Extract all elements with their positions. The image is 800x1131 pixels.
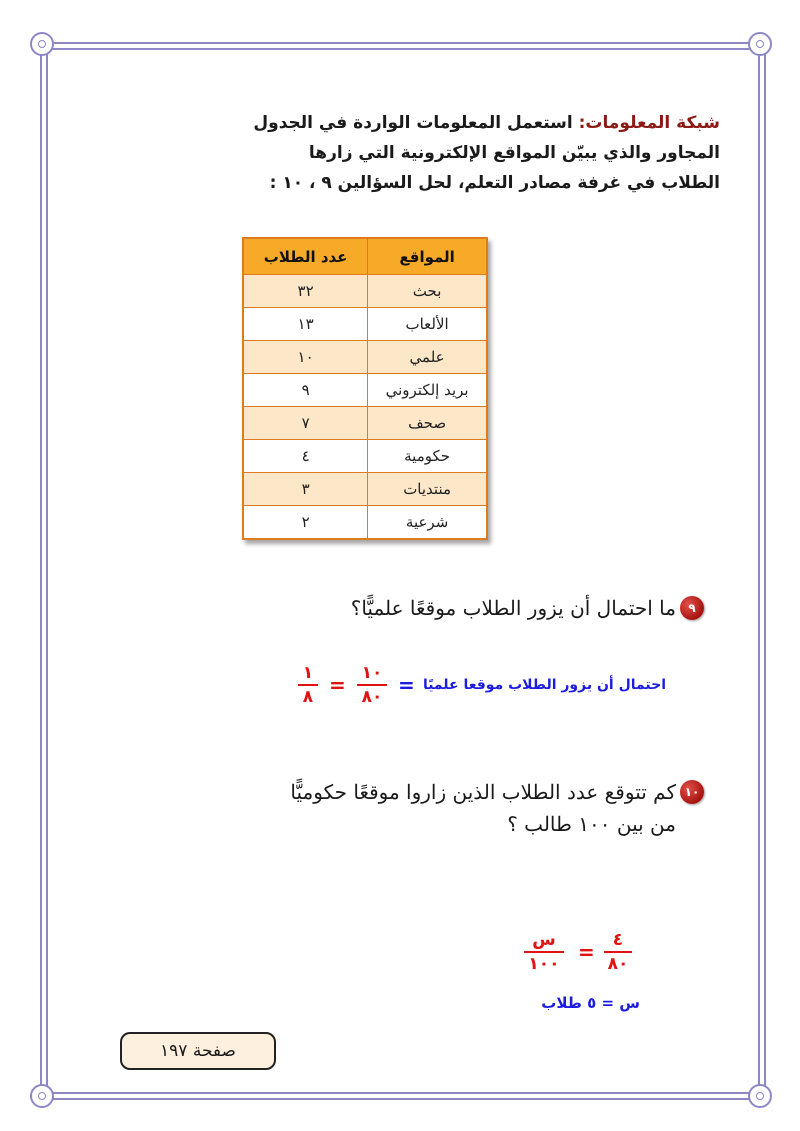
q10-fraction-4-80 (604, 930, 632, 974)
cell-count: ١٠ (243, 341, 368, 374)
table-row (243, 308, 487, 341)
corner-ornament-icon (748, 1084, 772, 1108)
page-number: صفحة ١٩٧ (120, 1032, 276, 1070)
table-row (243, 506, 487, 540)
cell-count: ٩ (243, 374, 368, 407)
q9-frac1-denominator: ٨٠ (361, 687, 383, 707)
intro-paragraph (250, 108, 720, 198)
q9-equals-2: = (329, 673, 346, 697)
intro-line-3: الطلاب في غرفة مصادر التعلم، لحل السؤالين ٩ ، ١٠ : (269, 173, 720, 193)
table-row (243, 473, 487, 506)
intro-line-2: المجاور والذي يبيّن المواقع الإلكترونية التي زارها (308, 143, 720, 163)
cell-count: ٤ (243, 440, 368, 473)
q10-frac-left-numerator: س (532, 930, 556, 950)
cell-site: حكومية (368, 440, 487, 473)
q10-frac-right-numerator: ٤ (612, 930, 624, 950)
table-row (243, 440, 487, 473)
question-10-text (236, 776, 676, 840)
cell-count: ٧ (243, 407, 368, 440)
question-9-badge-icon: ٩ (680, 596, 704, 620)
table-header-sites: المواقع (368, 238, 487, 275)
question-10-line-1: كم تتوقع عدد الطلاب الذين زاروا موقعًا حكوميًّا (290, 780, 676, 804)
table-header-count: عدد الطلاب (243, 238, 368, 275)
fraction-bar (604, 951, 632, 953)
corner-ornament-icon (748, 32, 772, 56)
q9-frac1-numerator: ١٠ (361, 663, 383, 683)
intro-line-1-text: استعمل المعلومات الواردة في الجدول (253, 113, 579, 133)
cell-site: صحف (368, 407, 487, 440)
fraction-bar (298, 684, 318, 686)
cell-site: بريد إلكتروني (368, 374, 487, 407)
cell-count: ٣ (243, 473, 368, 506)
cell-site: شرعية (368, 506, 487, 540)
corner-ornament-icon (30, 32, 54, 56)
table-row (243, 374, 487, 407)
q10-frac-right-denominator: ٨٠ (607, 954, 629, 974)
cell-site: علمي (368, 341, 487, 374)
cell-count: ٢ (243, 506, 368, 540)
fraction-bar (357, 684, 387, 686)
q9-frac2-denominator: ٨ (302, 687, 314, 707)
page-frame-inner (46, 48, 760, 1094)
q9-answer-label: احتمال أن يزور الطلاب موقعا علميًا (422, 677, 666, 693)
cell-site: منتديات (368, 473, 487, 506)
intro-keyword: شبكة المعلومات: (578, 113, 720, 133)
table-row (243, 341, 487, 374)
cell-count: ١٣ (243, 308, 368, 341)
q9-fraction-10-80 (357, 663, 387, 707)
q9-fraction-1-8 (298, 663, 318, 707)
q9-frac2-numerator: ١ (302, 663, 314, 683)
corner-ornament-icon (30, 1084, 54, 1108)
cell-count: ٣٢ (243, 275, 368, 308)
intro-line-1 (250, 108, 720, 138)
fraction-bar (524, 951, 564, 953)
table-row (243, 275, 487, 308)
table-row (243, 407, 487, 440)
q10-result: س = ٥ طلاب (541, 994, 640, 1012)
question-10-line-2: من بين ١٠٠ طالب ؟ (507, 812, 676, 836)
question-9-text: ما احتمال أن يزور الطلاب موقعًا علميًّا؟ (350, 596, 676, 620)
q9-equals-1: = (398, 673, 415, 697)
q10-equals: = (578, 940, 595, 964)
q10-fraction-x-100 (524, 930, 564, 974)
question-10-badge-icon: ١٠ (680, 780, 704, 804)
q10-frac-left-denominator: ١٠٠ (528, 954, 560, 974)
cell-site: الألعاب (368, 308, 487, 341)
cell-site: بحث (368, 275, 487, 308)
websites-table (242, 237, 488, 540)
